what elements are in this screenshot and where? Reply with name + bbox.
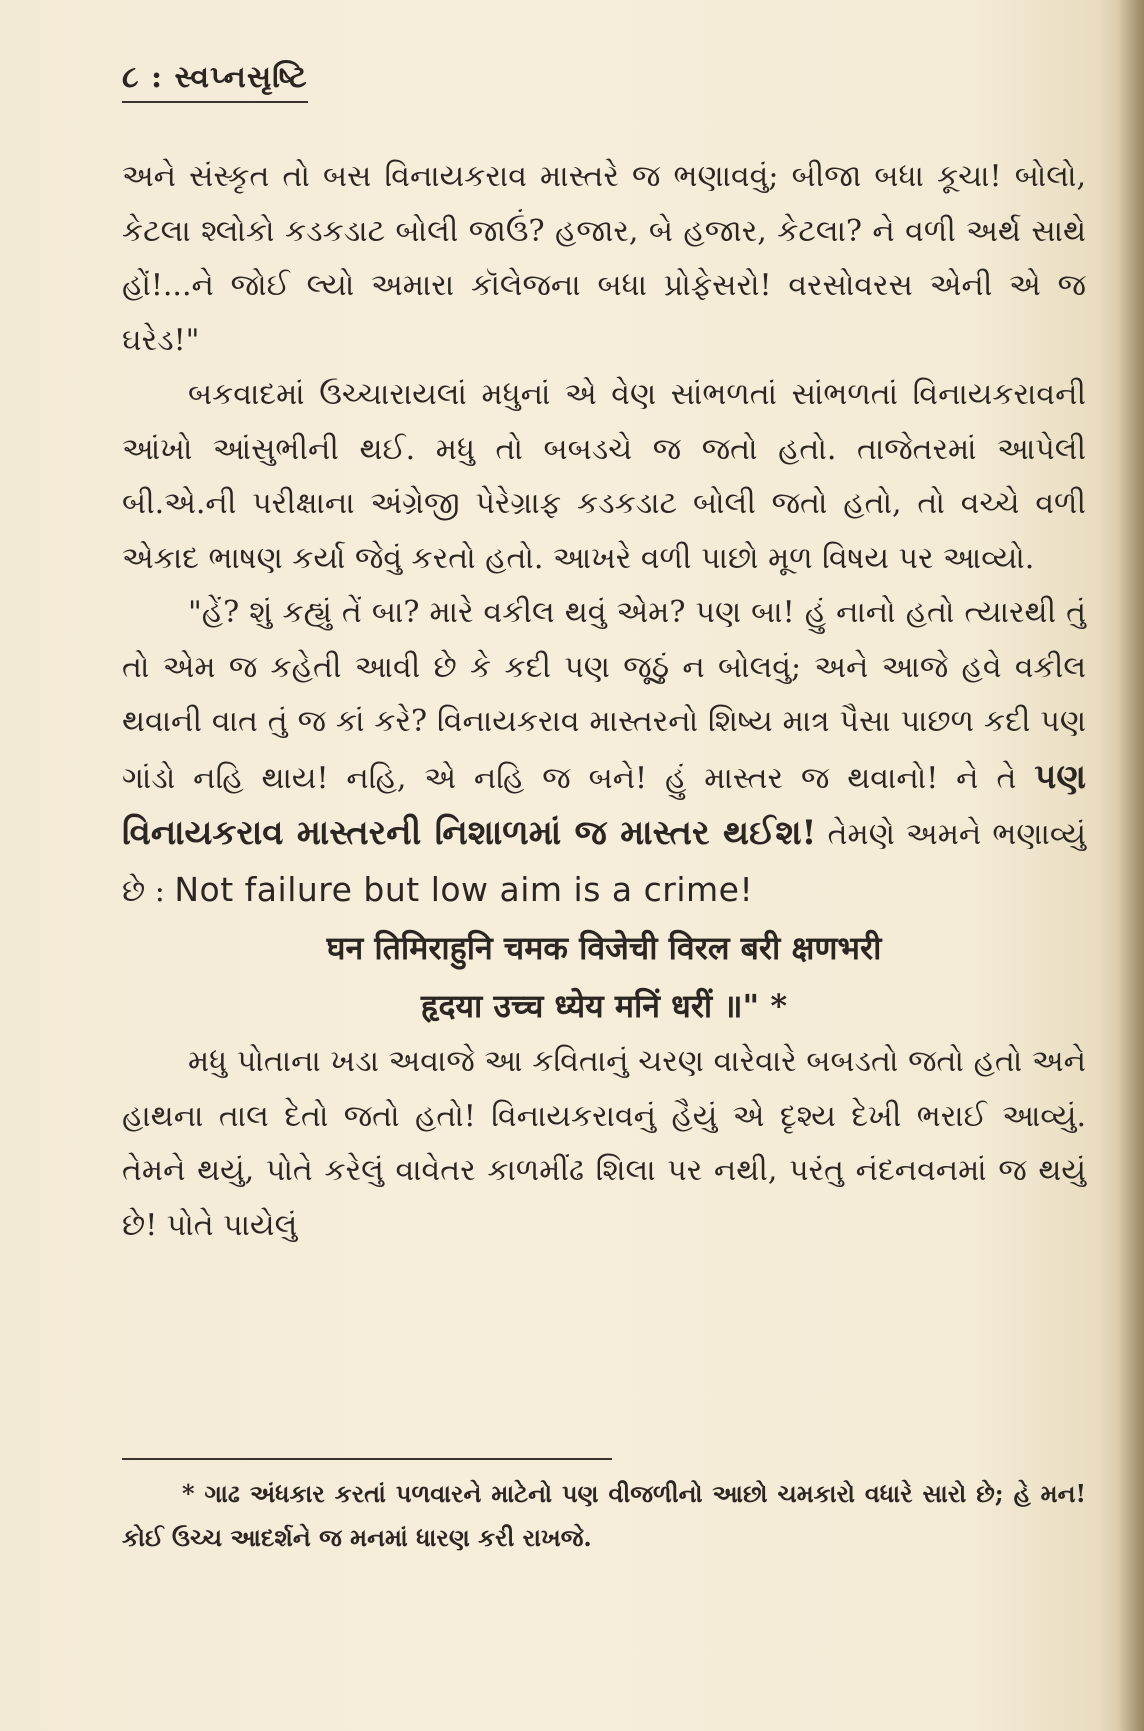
emphasis-line: પણ વિનાયકરાવ માસ્તરની નિશાળમાં જ માસ્તર થઈશ! [122, 756, 1086, 853]
paragraph-2: બકવાદમાં ઉચ્ચારાયલાં મધુનાં એ વેણ સાંભળતાં સાંભળતાં વિનાયકરાવની આંખો આંસુભીની થઈ. મધુ તો બબડચે જ જતો હતો. તાજેતરમાં આપેલી બી.એ.ની પરીક્ષાના અંગ્રેજી પેરેગ્રાફ કડકડાટ બોલી જતો હતો, તો વચ્ચે વળી એકાદ ભાષણ કર્યા જેવું કરતો હતો. આખરે વળી પાછો મૂળ વિષય પર આવ્યો. [122, 377, 1086, 576]
paragraph-1: અને સંસ્કૃત તો બસ વિનાયકરાવ માસ્તરે જ ભણાવવું; બીજા બધા કૂચા! બોલો, કેટલા શ્લોકો કડકડાટ બોલી જાઉં? હજાર, બે હજાર, કેટલા? ને વળી અર્થ સાથે હોં!...ને જોઈ લ્યો અમારા કૉલેજના બધા પ્રોફેસરો! વરસોવરસ એની એ જ ઘરેડ!" [122, 159, 1086, 358]
verse-line-1: घन तिमिराहुनि चमक विजेची विरल बरी क्षणभरी [326, 929, 882, 967]
running-head: ૮ : સ્વપ્નસૃષ્ટિ [122, 60, 308, 103]
paragraph-4: મધુ પોતાના ખડા અવાજે આ કવિતાનું ચરણ વારેવારે બબડતો જતો હતો અને હાથના તાલ દેતો જતો હતો! વિનાયકરાવનું હૈયું એ દૃશ્ય દેખી ભરાઈ આવ્યું. તેમને થયું, પોતે કરેલું વાવેતર કાળમીંઢ શિલા પર નથી, પરંતુ નંદનવનમાં જ થયું છે! પોતે પાયેલું [122, 1044, 1086, 1243]
page-edge-shadow [1118, 0, 1144, 1731]
page-body [122, 150, 1086, 1253]
paragraph-3 [122, 586, 1086, 919]
quote-text: "હેં? શું કહ્યું તેં બા? મારે વકીલ થવું એમ? પણ બા! હું નાનો હતો ત્યારથી તું તો એમ જ કહેતી આવી છે કે કદી પણ જૂઠું ન બોલવું; અને આજે હવે વકીલ થવાની વાત તું જ કાં કરે? વિનાયકરાવ માસ્તરનો શિષ્ય માત્ર પૈસા પાછળ કદી પણ ગાંડો નહિ થાય! નહિ, એ નહિ જ બને! હું માસ્તર જ થવાનો! ને તે [122, 595, 1086, 796]
verse-line-2: हृदया उच्च ध्येय मनिं धरीं ॥" * [420, 987, 788, 1025]
footnote-rule [122, 1458, 612, 1460]
taught-prefix: તેમણે અમને ભણાવ્યું છે : [122, 817, 1086, 909]
footnote: * ગાઢ અંધકાર કરતાં પળવારને માટેનો પણ વીજળીનો આછો ચમકારો વધારે સારો છે; હે મન! કોઈ ઉચ્ચ આદર્શને જ મનમાં ધારણ કરી રાખજે. [122, 1479, 1086, 1552]
english-quote: Not failure but low aim is a crime! [174, 869, 754, 909]
